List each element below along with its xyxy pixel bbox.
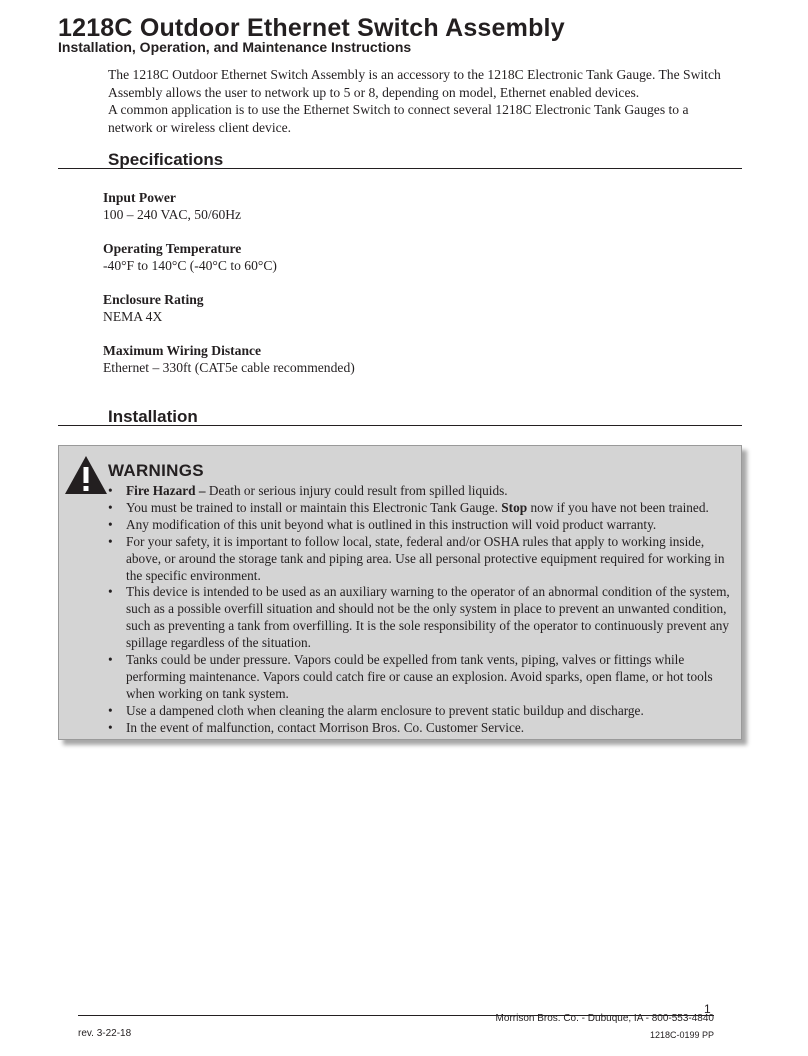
warning-item: • For your safety, it is important to follow local, state, federal and/or OSHA rules that apply to working inside, above, or around the storage tank and piping area. Use all personal protective equipment required for working in the specific environment. xyxy=(106,534,740,585)
warning-item: • This device is intended to be used as an auxiliary warning to the operator of an abnormal condition of the system, such as a possible overfill situation and should not be the only system in place to prevent an unwanted condition, such as preventing a tank from overfilling. It is the sole responsibility of the operator to continuously prevent any spillage regardless of the situation. xyxy=(106,584,740,652)
specifications-section-header xyxy=(58,148,742,169)
intro-paragraph-1: The 1218C Outdoor Ethernet Switch Assembly is an accessory to the 1218C Electronic Tank Gauge. The Switch Assembly allows the user to network up to 5 or 8, depending on model, Ethernet enabled devices. xyxy=(108,67,721,100)
installation-heading: Installation xyxy=(108,407,198,426)
spec-max-wiring-distance xyxy=(103,342,703,376)
warning-item xyxy=(106,500,740,517)
spec-operating-temperature xyxy=(103,240,703,274)
spec-enclosure-rating xyxy=(103,291,703,325)
warnings-title: WARNINGS xyxy=(108,461,204,480)
intro-paragraph-2: A common application is to use the Ethernet Switch to connect several 1218C Electronic Tank Gauges to a network or wireless client device. xyxy=(108,102,689,135)
warning-bold-text: Stop xyxy=(501,499,528,515)
footer-company: Morrison Bros. Co. - Dubuque, IA - 800-553-4840 xyxy=(495,1013,714,1024)
intro-text xyxy=(108,66,733,136)
footer-doc-number: 1218C-0199 PP xyxy=(649,1030,714,1040)
warning-item: • Use a dampened cloth when cleaning the alarm enclosure to prevent static buildup and discharge. xyxy=(106,703,740,720)
installation-section-header xyxy=(58,405,742,426)
spec-value: Ethernet – 330ft (CAT5e cable recommended) xyxy=(103,360,355,375)
warning-triangle-icon xyxy=(63,454,109,496)
spec-label: Input Power xyxy=(103,190,176,205)
warnings-list xyxy=(106,483,740,737)
warning-item xyxy=(106,483,740,500)
document-subtitle: Installation, Operation, and Maintenance Instructions xyxy=(58,39,412,55)
spec-label: Operating Temperature xyxy=(103,241,242,256)
warnings-box xyxy=(58,445,742,740)
page-number: 1 xyxy=(704,1002,711,1016)
spec-value: -40°F to 140°C (-40°C to 60°C) xyxy=(103,258,277,273)
warning-item: • Tanks could be under pressure. Vapors could be expelled from tank vents, piping, valves or fittings while performing maintenance. Vapors could catch fire or cause an explosion. Avoid sparks, open flame, or hot tools when working on tank system. xyxy=(106,652,740,703)
footer-divider xyxy=(78,1015,714,1016)
document-title: 1218C Outdoor Ethernet Switch Assembly xyxy=(58,14,565,42)
warning-text: Death or serious injury could result from spilled liquids. xyxy=(205,483,508,498)
warning-text: now if you have not been trained. xyxy=(527,499,709,515)
specifications-heading: Specifications xyxy=(108,150,224,169)
spec-value: 100 – 240 VAC, 50/60Hz xyxy=(103,207,242,222)
warning-item: • Any modification of this unit beyond what is outlined in this instruction will void product warranty. xyxy=(106,517,740,534)
spec-label: Enclosure Rating xyxy=(103,292,204,307)
spec-input-power xyxy=(103,189,703,223)
spec-label: Maximum Wiring Distance xyxy=(103,343,262,358)
warning-item: • In the event of malfunction, contact Morrison Bros. Co. Customer Service. xyxy=(106,720,740,737)
warning-bold-text: Fire Hazard – xyxy=(126,483,206,498)
warning-text: You must be trained to install or maintain this Electronic Tank Gauge. xyxy=(126,499,502,515)
footer-revision: rev. 3-22-18 xyxy=(78,1028,132,1039)
spec-value: NEMA 4X xyxy=(103,309,163,324)
